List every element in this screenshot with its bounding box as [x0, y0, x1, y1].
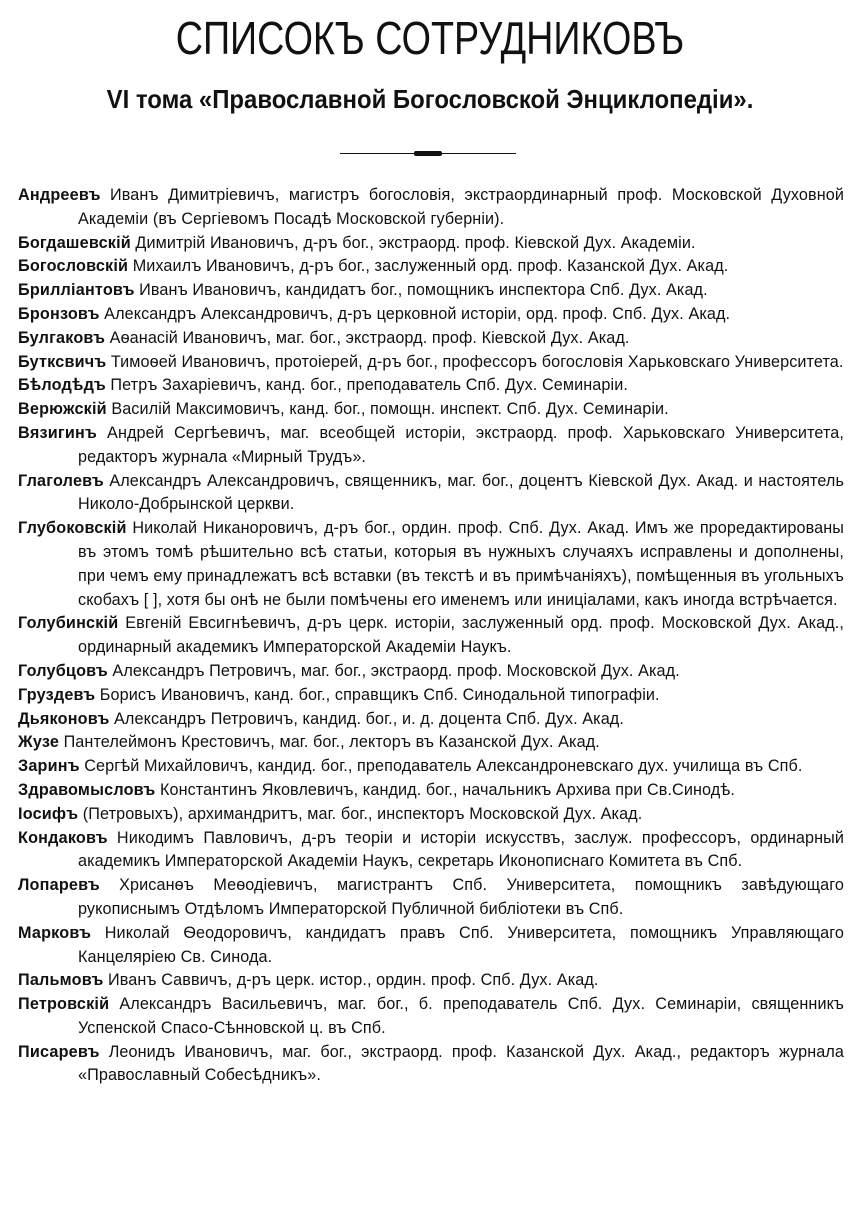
contributor-surname: Глубоковскій: [18, 519, 127, 538]
list-item: [18, 374, 844, 398]
contributor-details: Николай Ѳеодоровичъ, кандидатъ правъ Спб. Университета, помощникъ Управляющаго Канцеляріею Св. Синода.: [78, 923, 844, 966]
contributor-surname: Богдашевскій: [18, 233, 131, 252]
contributor-details: Николай Никаноровичъ, д-ръ бог., ордин. проф. Спб. Дух. Акад. Имъ же проредактированы въ этомъ томѣ рѣшительно всѣ статьи, которыя въ нужныхъ случаяхъ исправлены и дополнены, при чемъ ему принадлежатъ всѣ вставки (въ текстѣ и въ примѣчаніяхъ), помѣщенныя въ угольныхъ скобахъ [ ], хотя бы онѣ не были помѣчены его именемъ или иниціалами, какъ иногда встрѣчается.: [78, 519, 845, 609]
contributor-surname: Марковъ: [18, 923, 92, 942]
contributor-details: Александръ Петровичъ, маг. бог., экстраорд. проф. Московской Дух. Акад.: [112, 661, 680, 680]
contributor-surname: Голубинскій: [18, 614, 119, 633]
contributor-surname: Голубцовъ: [18, 661, 108, 680]
list-item: [18, 184, 844, 232]
contributor-surname: Жузе: [18, 733, 60, 752]
page-title: СПИСОКЪ СОТРУДНИКОВЪ: [175, 12, 685, 64]
ornamental-divider: [340, 150, 516, 158]
contributor-surname: Бутксвичъ: [18, 352, 107, 371]
list-item: [18, 731, 844, 755]
contributor-details: Михаилъ Ивановичъ, д-ръ бог., заслуженный орд. проф. Казанской Дух. Акад.: [132, 257, 729, 276]
contributor-surname: Груздевъ: [18, 685, 96, 704]
contributor-details: Андрей Сергѣевичъ, маг. всеобщей исторіи, экстраорд. проф. Харьковскаго Университета, редакторъ журнала «Мирный Трудъ».: [78, 423, 844, 466]
list-item: [18, 779, 844, 803]
list-item: [18, 993, 844, 1041]
contributor-surname: Богословскій: [18, 257, 129, 276]
list-item: [18, 279, 844, 303]
contributor-surname: Кондаковъ: [18, 828, 108, 847]
list-item: [18, 255, 844, 279]
contributor-surname: Андреевъ: [18, 186, 101, 204]
list-item: [18, 422, 844, 470]
contributor-details: Александръ Петровичъ, кандид. бог., и. д. доцента Спб. Дух. Акад.: [114, 709, 624, 728]
contributor-details: (Петровыхъ), архимандритъ, маг. бог., инспекторъ Московской Дух. Акад.: [82, 804, 643, 823]
contributor-details: Петръ Захаріевичъ, канд. бог., преподаватель Спб. Дух. Семинаріи.: [110, 376, 628, 395]
contributor-surname: Глаголевъ: [18, 471, 104, 490]
contributor-details: Иванъ Ивановичъ, кандидатъ бог., помощникъ инспектора Спб. Дух. Акад.: [139, 281, 708, 300]
list-item: [18, 660, 844, 684]
contributor-surname: Бриллiантовъ: [18, 281, 135, 300]
contributor-surname: Здравомысловъ: [18, 780, 156, 799]
list-item: [18, 612, 844, 660]
contributor-details: Хрисанѳъ Меѳодіевичъ, магистрантъ Спб. Университета, помощникъ завѣдующаго рукописнымъ Отдѣломъ Императорской Публичной библіотеки въ Спб.: [78, 876, 844, 918]
contributor-details: Борисъ Ивановичъ, канд. бог., справщикъ Спб. Синодальной типографіи.: [99, 685, 660, 704]
contributor-details: Александръ Александровичъ, священникъ, маг. бог., доцентъ Кіевской Дух. Акад. и настоятель Николо-Добрынской церкви.: [78, 471, 845, 514]
contributor-details: Тимоѳей Ивановичъ, протоіерей, д-ръ бог., профессоръ богословія Харьковскаго Университета.: [110, 352, 844, 371]
divider-center-mark: [414, 151, 442, 156]
contributor-details: Сергѣй Михайловичъ, кандид. бог., преподаватель Александроневскаго дух. училища въ Спб.: [84, 757, 803, 776]
contributors-list: [18, 184, 844, 1088]
list-item: [18, 327, 844, 351]
contributor-surname: Іосифъ: [18, 804, 79, 823]
contributor-surname: Дьяконовъ: [18, 709, 110, 728]
list-item: [18, 922, 844, 970]
contributor-surname: Вязигинъ: [18, 423, 98, 442]
contributor-surname: Булгаковъ: [18, 328, 106, 347]
contributor-details: Евгеній Евсигнѣевичъ, д-ръ церк. исторіи, заслуженный орд. проф. Московской Дух. Акад., ординарный академикъ Императорской Академіи Наукъ.: [78, 614, 844, 657]
contributor-details: Иванъ Димитріевичъ, магистръ богословія, экстраординарный проф. Московской Духовной Академіи (въ Сергіевомъ Посадѣ Московской губерніи).: [78, 186, 844, 228]
contributor-surname: Верюжскій: [18, 400, 107, 419]
list-item: [18, 874, 844, 922]
list-item: [18, 232, 844, 256]
list-item: [18, 303, 844, 327]
contributor-details: Аѳанасій Ивановичъ, маг. бог., экстраорд. проф. Кіевской Дух. Акад.: [109, 328, 630, 347]
list-item: [18, 803, 844, 827]
contributor-surname: Бѣлодѣдъ: [18, 376, 106, 395]
list-item: [18, 684, 844, 708]
list-item: [18, 708, 844, 732]
list-item: [18, 470, 844, 518]
list-item: [18, 755, 844, 779]
list-item: [18, 398, 844, 422]
list-item: [18, 517, 844, 612]
contributor-surname: Пальмовъ: [18, 971, 104, 990]
contributor-surname: Петровскій: [18, 995, 110, 1014]
contributor-details: Никодимъ Павловичъ, д-ръ теоріи и исторіи искусствъ, заслуж. профессоръ, ординарный академикъ Императорской Академіи Наукъ, секретарь Иконописнаго Комитета въ Спб.: [78, 828, 845, 871]
contributor-details: Пантелеймонъ Крестовичъ, маг. бог., лекторъ въ Казанской Дух. Акад.: [63, 733, 600, 752]
contributor-surname: Писаревъ: [18, 1042, 100, 1061]
list-item: [18, 969, 844, 993]
contributor-surname: Бронзовъ: [18, 304, 100, 323]
list-item: [18, 1041, 844, 1089]
contributor-details: Иванъ Саввичъ, д-ръ церк. истор., ордин. проф. Спб. Дух. Акад.: [107, 971, 599, 990]
contributor-details: Александръ Васильевичъ, маг. бог., б. преподаватель Спб. Дух. Семинаріи, священникъ Успенской Спасо-Сѣнновской ц. въ Спб.: [78, 995, 844, 1037]
contributor-details: Александръ Александровичъ, д-ръ церковной исторіи, орд. проф. Спб. Дух. Акад.: [104, 304, 731, 323]
contributor-details: Димитрій Ивановичъ, д-ръ бог., экстраорд. проф. Кіевской Дух. Академіи.: [135, 233, 696, 252]
contributor-details: Константинъ Яковлевичъ, кандид. бог., начальникъ Архива при Св.Синодѣ.: [159, 780, 735, 799]
contributor-details: Василій Максимовичъ, канд. бог., помощн. инспект. Спб. Дух. Семинаріи.: [111, 400, 669, 419]
page-subtitle: VI тома «Православной Богословской Энциклопедіи».: [106, 84, 754, 114]
list-item: [18, 351, 844, 375]
contributor-surname: Лопаревъ: [18, 876, 100, 895]
contributor-details: Леонидъ Ивановичъ, маг. бог., экстраорд. проф. Казанской Дух. Акад., редакторъ журнала «Православный Собесѣдникъ».: [78, 1042, 845, 1085]
list-item: [18, 827, 844, 875]
contributor-surname: Заринъ: [18, 757, 80, 776]
